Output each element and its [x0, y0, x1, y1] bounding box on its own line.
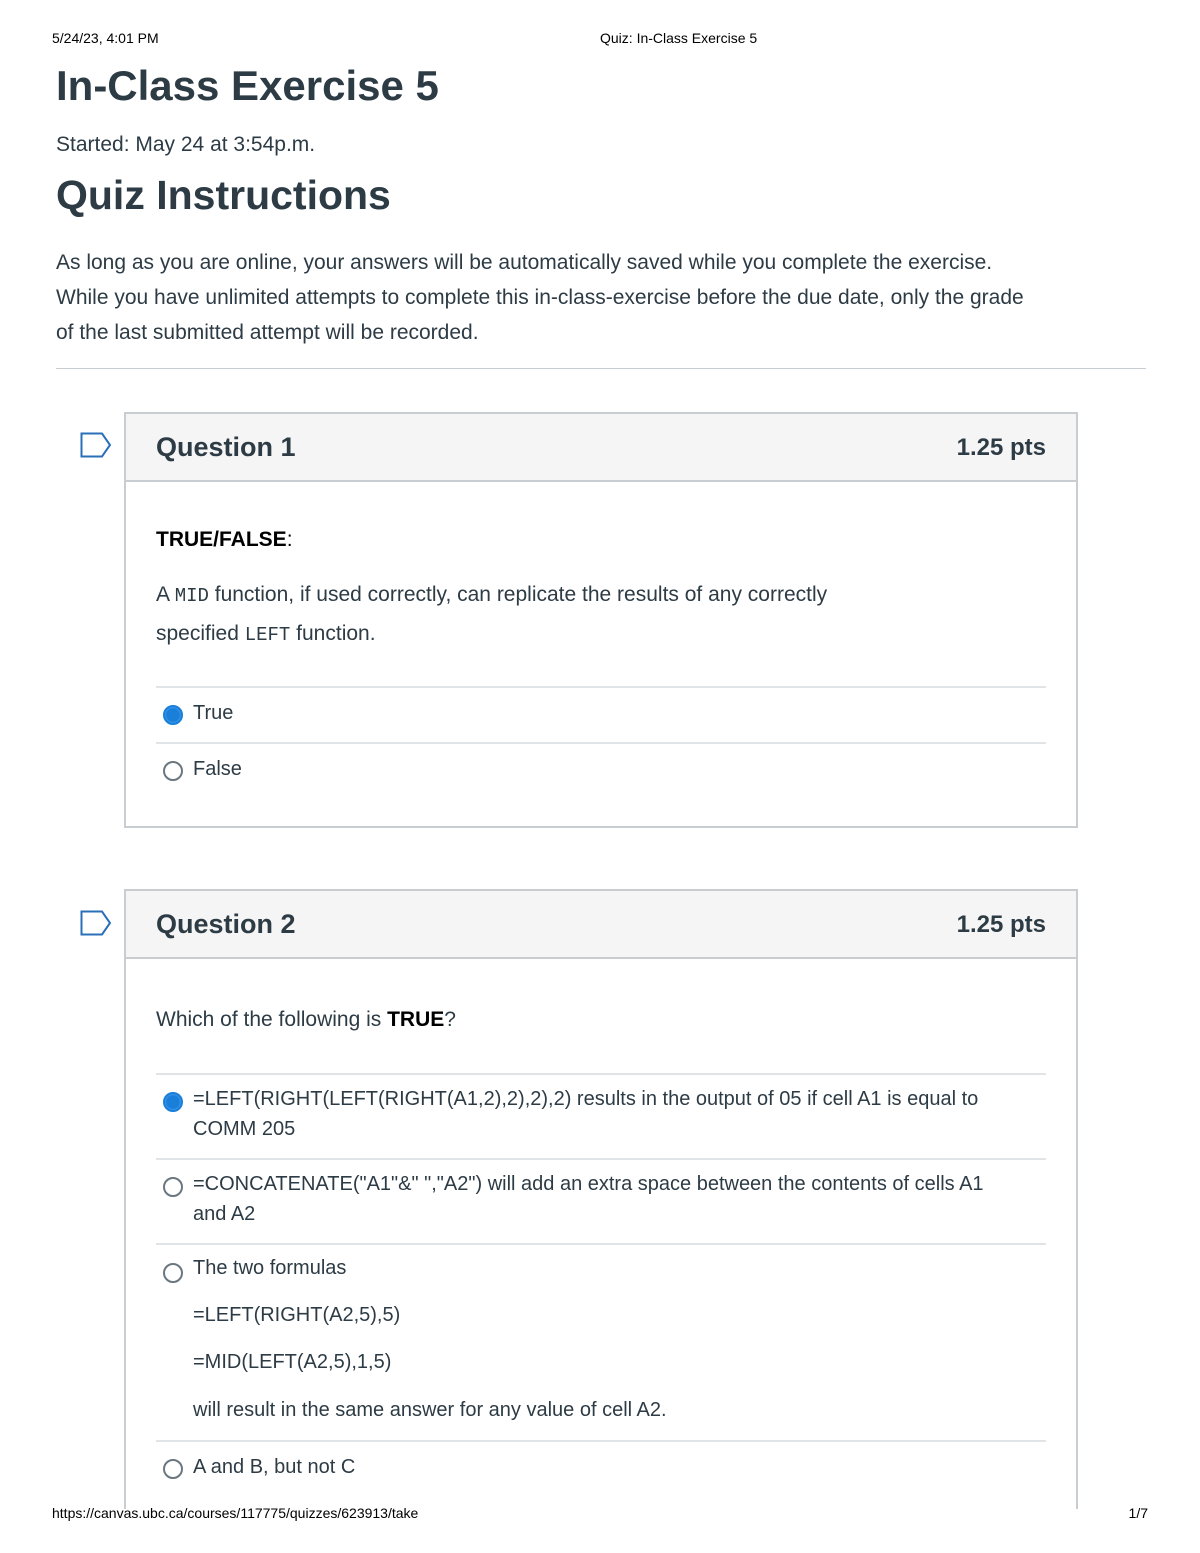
answer-label: True [193, 702, 234, 724]
answer-list [156, 1073, 1046, 1496]
bookmark-flag-icon[interactable] [80, 432, 112, 458]
answer-line: will result in the same answer for any value of cell A2. [193, 1399, 667, 1421]
question-text [156, 576, 1036, 654]
print-doc-title: Quiz: In-Class Exercise 5 [600, 30, 758, 46]
bookmark-flag-icon[interactable] [80, 910, 112, 936]
answer-option-b[interactable] [156, 1158, 1046, 1243]
print-page-number: 1/7 [1128, 1505, 1148, 1521]
question-name: Question 1 [156, 432, 296, 462]
answer-label [193, 1084, 1026, 1144]
print-date: 5/24/23, 4:01 PM [52, 30, 159, 46]
answer-label: A and B, but not C [193, 1456, 356, 1478]
text-fragment: function, if used correctly, can replicate the results of any correctly [208, 583, 828, 606]
question-points: 1.25 pts [956, 911, 1046, 938]
answer-list [156, 686, 1046, 798]
instructions-body [56, 245, 1156, 350]
code-left: LEFT [244, 624, 291, 646]
text-fragment: function. [290, 622, 376, 645]
quiz-title: In-Class Exercise 5 [56, 62, 439, 109]
answer-line: and A2 [193, 1203, 256, 1225]
answer-line: COMM 205 [193, 1118, 296, 1140]
answer-label [193, 1169, 1026, 1229]
radio-icon[interactable] [163, 1263, 183, 1283]
answer-option-c[interactable] [156, 1243, 1046, 1440]
answer-line: =LEFT(RIGHT(LEFT(RIGHT(A1,2),2),2),2) results in the output of 05 if cell A1 is equal to [193, 1088, 979, 1110]
print-header [52, 30, 1148, 48]
radio-icon[interactable] [163, 761, 183, 781]
question-name: Question 2 [156, 909, 296, 939]
answer-line: =CONCATENATE("A1"&" ","A2") will add an extra space between the contents of cells A1 [193, 1173, 984, 1195]
question-lead-bold: TRUE/FALSE [156, 528, 287, 551]
question-lead [156, 528, 293, 552]
answer-option[interactable] [156, 686, 1046, 742]
print-url: https://canvas.ubc.ca/courses/117775/quizzes/623913/take [52, 1505, 419, 1521]
print-footer [52, 1505, 1148, 1523]
code-mid: MID [174, 585, 209, 607]
answer-option[interactable] [156, 742, 1046, 798]
instructions-line: of the last submitted attempt will be recorded. [56, 321, 479, 344]
question-header [126, 414, 1076, 482]
started-timestamp: Started: May 24 at 3:54p.m. [56, 133, 316, 156]
question-lead-suffix: : [286, 528, 293, 551]
radio-icon[interactable] [163, 1459, 183, 1479]
prompt-text: ? [444, 1008, 456, 1031]
question-prompt [156, 1001, 456, 1038]
answer-option-d[interactable] [156, 1440, 1046, 1496]
instructions-title: Quiz Instructions [56, 172, 391, 218]
instructions-line: While you have unlimited attempts to complete this in-class-exercise before the due date, only the grade [56, 286, 1024, 309]
question-points: 1.25 pts [956, 434, 1046, 461]
question-header [126, 891, 1076, 959]
text-fragment: specified [156, 622, 245, 645]
question-card [124, 412, 1078, 828]
question-card [124, 889, 1078, 1509]
answer-option-a[interactable] [156, 1073, 1046, 1158]
radio-selected-icon[interactable] [163, 705, 183, 725]
instructions-line: As long as you are online, your answers will be automatically saved while you complete the exercise. [56, 251, 993, 274]
section-divider [56, 368, 1146, 369]
answer-label: False [193, 758, 242, 780]
radio-selected-icon[interactable] [163, 1092, 183, 1112]
answer-formula: =LEFT(RIGHT(A2,5),5) [193, 1304, 401, 1326]
answer-formula: =MID(LEFT(A2,5),1,5) [193, 1351, 392, 1373]
radio-icon[interactable] [163, 1177, 183, 1197]
prompt-bold: TRUE [387, 1008, 445, 1031]
text-fragment: A [156, 583, 175, 606]
answer-line: The two formulas [193, 1257, 347, 1279]
prompt-text: Which of the following is [156, 1008, 388, 1031]
